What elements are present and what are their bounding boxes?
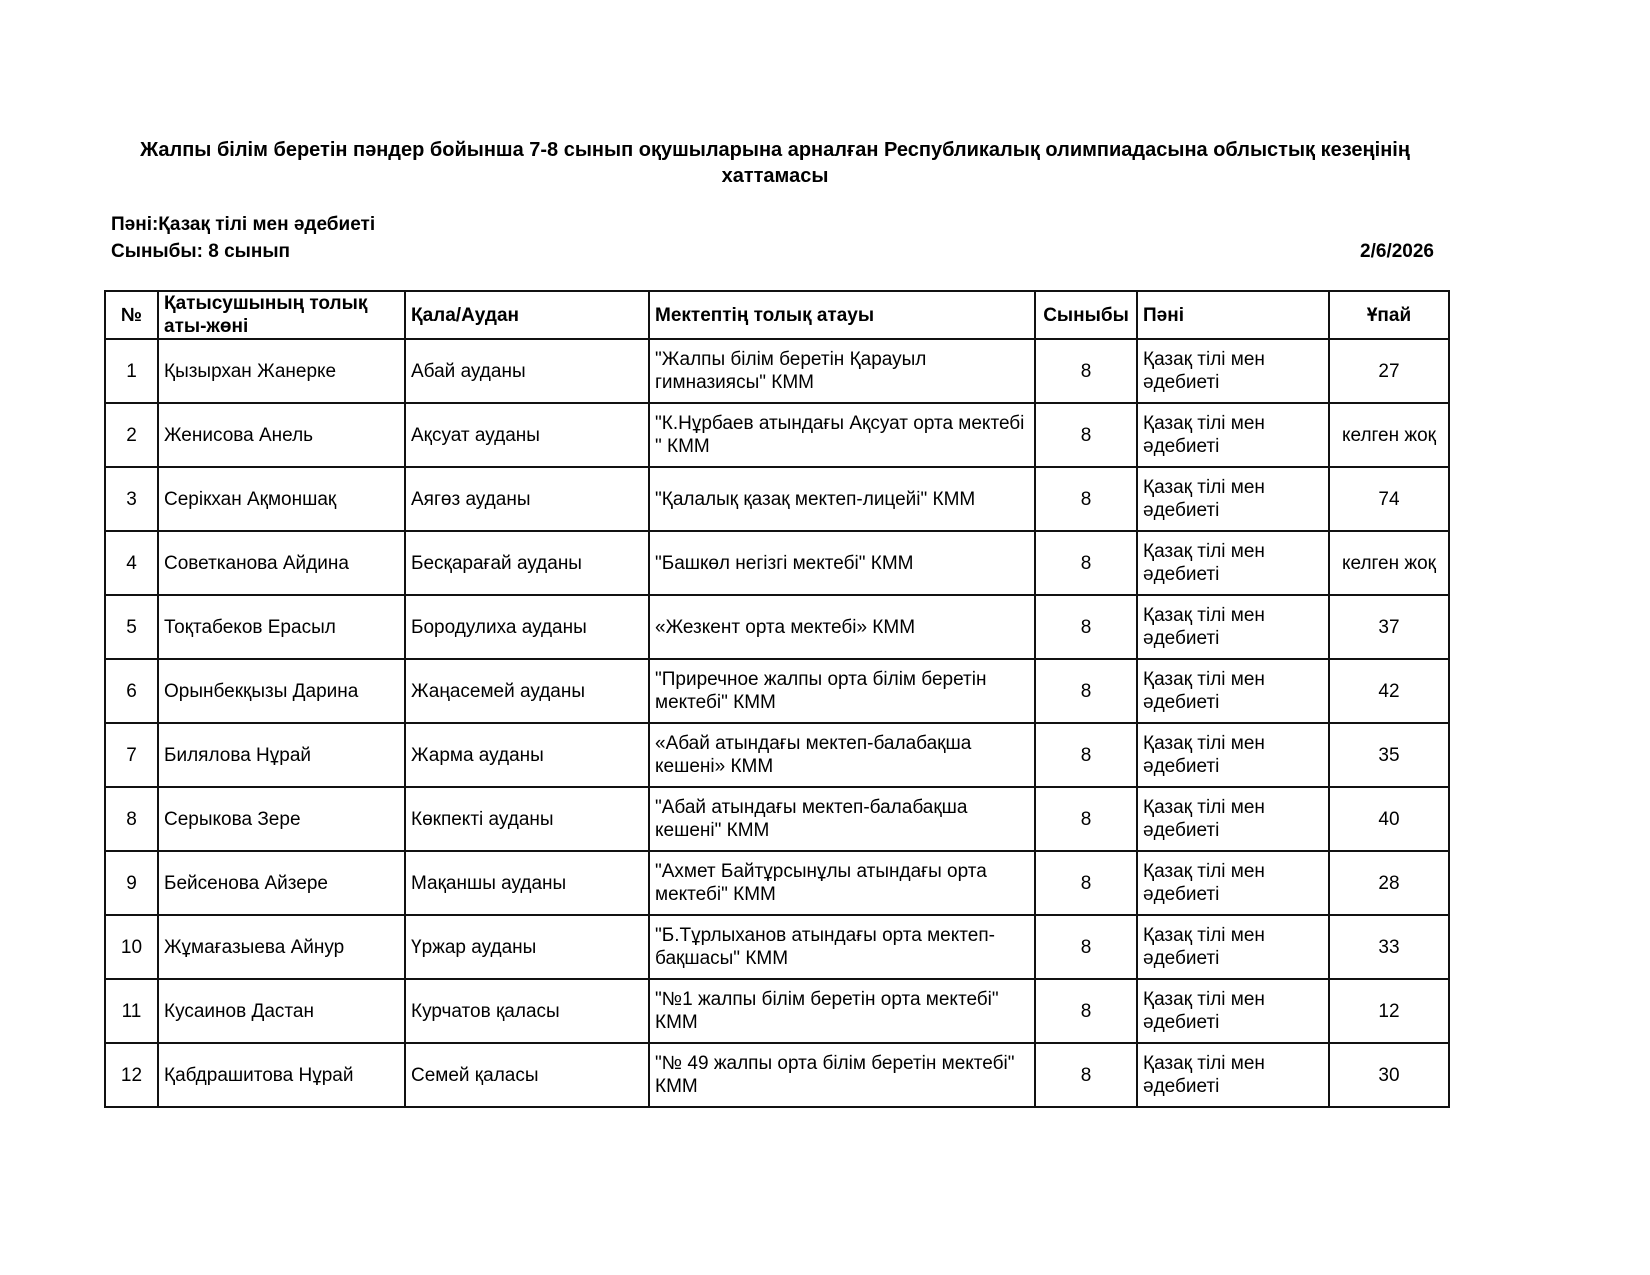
- cell-num: 11: [105, 979, 158, 1043]
- cell-subject: Қазақ тілі мен әдебиеті: [1137, 915, 1329, 979]
- cell-num: 10: [105, 915, 158, 979]
- table-row: [105, 851, 1449, 915]
- header-score: Ұпай: [1329, 291, 1449, 339]
- cell-num: 9: [105, 851, 158, 915]
- cell-school: "Приречное жалпы орта білім беретін мектебі" КММ: [649, 659, 1035, 723]
- cell-name: Билялова Нұрай: [158, 723, 405, 787]
- table-row: [105, 467, 1449, 531]
- header-subject: Пәні: [1137, 291, 1329, 339]
- cell-name: Қабдрашитова Нұрай: [158, 1043, 405, 1107]
- cell-grade: 8: [1035, 851, 1137, 915]
- cell-grade: 8: [1035, 403, 1137, 467]
- cell-subject: Қазақ тілі мен әдебиеті: [1137, 339, 1329, 403]
- header-num: №: [105, 291, 158, 339]
- cell-score: 30: [1329, 1043, 1449, 1107]
- cell-city: Бесқарағай ауданы: [405, 531, 649, 595]
- cell-subject: Қазақ тілі мен әдебиеті: [1137, 1043, 1329, 1107]
- cell-grade: 8: [1035, 915, 1137, 979]
- header-school: Мектептің толық атауы: [649, 291, 1035, 339]
- cell-school: "Жалпы білім беретін Қарауыл гимназиясы" КММ: [649, 339, 1035, 403]
- cell-score: 12: [1329, 979, 1449, 1043]
- cell-num: 4: [105, 531, 158, 595]
- cell-name: Советканова Айдина: [158, 531, 405, 595]
- cell-name: Тоқтабеков Ерасыл: [158, 595, 405, 659]
- cell-city: Жарма ауданы: [405, 723, 649, 787]
- cell-school: "К.Нұрбаев атындағы Ақсуат орта мектебі " КММ: [649, 403, 1035, 467]
- table-row: [105, 787, 1449, 851]
- cell-score: 27: [1329, 339, 1449, 403]
- cell-school: «Абай атындағы мектеп-балабақша кешені» КММ: [649, 723, 1035, 787]
- cell-score: 33: [1329, 915, 1449, 979]
- cell-grade: 8: [1035, 467, 1137, 531]
- cell-city: Үржар ауданы: [405, 915, 649, 979]
- cell-grade: 8: [1035, 659, 1137, 723]
- cell-city: Көкпекті ауданы: [405, 787, 649, 851]
- cell-school: "Башкөл негізгі мектебі" КММ: [649, 531, 1035, 595]
- subject-line: Пәні:Қазақ тілі мен әдебиеті: [111, 214, 376, 235]
- cell-score: 40: [1329, 787, 1449, 851]
- table-row: [105, 403, 1449, 467]
- cell-num: 8: [105, 787, 158, 851]
- cell-school: "Қалалық қазақ мектеп-лицейі" КММ: [649, 467, 1035, 531]
- cell-subject: Қазақ тілі мен әдебиеті: [1137, 595, 1329, 659]
- cell-grade: 8: [1035, 339, 1137, 403]
- cell-school: "№ 49 жалпы орта білім беретін мектебі" КММ: [649, 1043, 1035, 1107]
- header-name: Қатысушының толық аты-жөні: [158, 291, 405, 339]
- cell-subject: Қазақ тілі мен әдебиеті: [1137, 659, 1329, 723]
- cell-city: Аягөз ауданы: [405, 467, 649, 531]
- cell-city: Курчатов қаласы: [405, 979, 649, 1043]
- cell-school: "№1 жалпы білім беретін орта мектебі" КММ: [649, 979, 1035, 1043]
- cell-num: 6: [105, 659, 158, 723]
- cell-score: 37: [1329, 595, 1449, 659]
- cell-subject: Қазақ тілі мен әдебиеті: [1137, 723, 1329, 787]
- table-row: [105, 339, 1449, 403]
- cell-subject: Қазақ тілі мен әдебиеті: [1137, 467, 1329, 531]
- cell-city: Бородулиха ауданы: [405, 595, 649, 659]
- cell-city: Абай ауданы: [405, 339, 649, 403]
- cell-grade: 8: [1035, 787, 1137, 851]
- cell-num: 1: [105, 339, 158, 403]
- cell-num: 5: [105, 595, 158, 659]
- cell-city: Мақаншы ауданы: [405, 851, 649, 915]
- cell-city: Семей қаласы: [405, 1043, 649, 1107]
- cell-name: Қызырхан Жанерке: [158, 339, 405, 403]
- cell-subject: Қазақ тілі мен әдебиеті: [1137, 531, 1329, 595]
- cell-subject: Қазақ тілі мен әдебиеті: [1137, 787, 1329, 851]
- title-line-2: хаттамасы: [721, 165, 829, 187]
- cell-grade: 8: [1035, 595, 1137, 659]
- cell-grade: 8: [1035, 531, 1137, 595]
- cell-grade: 8: [1035, 1043, 1137, 1107]
- cell-num: 3: [105, 467, 158, 531]
- header-grade: Сыныбы: [1035, 291, 1137, 339]
- cell-name: Серыкова Зере: [158, 787, 405, 851]
- cell-name: Орынбекқызы Дарина: [158, 659, 405, 723]
- table-row: [105, 915, 1449, 979]
- cell-score: 35: [1329, 723, 1449, 787]
- table-row: [105, 723, 1449, 787]
- document-title: [110, 137, 1440, 189]
- cell-school: "Б.Тұрлыханов атындағы орта мектеп-бақшасы" КММ: [649, 915, 1035, 979]
- results-table: [104, 290, 1450, 1108]
- cell-name: Серікхан Ақмоншақ: [158, 467, 405, 531]
- document-date: 2/6/2026: [1360, 241, 1434, 262]
- table-row: [105, 1043, 1449, 1107]
- title-line-1: Жалпы білім беретін пәндер бойынша 7-8 сынып оқушыларына арналған Республикалық олимпиадасына облыстық кезеңінің: [140, 139, 1410, 161]
- cell-name: Женисова Анель: [158, 403, 405, 467]
- cell-school: «Жезкент орта мектебі» КММ: [649, 595, 1035, 659]
- table-header-row: [105, 291, 1449, 339]
- cell-subject: Қазақ тілі мен әдебиеті: [1137, 979, 1329, 1043]
- cell-score: 42: [1329, 659, 1449, 723]
- cell-score: 28: [1329, 851, 1449, 915]
- cell-score: келген жоқ: [1329, 531, 1449, 595]
- cell-score: 74: [1329, 467, 1449, 531]
- grade-line: Сыныбы: 8 сынып: [111, 241, 291, 262]
- cell-grade: 8: [1035, 723, 1137, 787]
- cell-num: 2: [105, 403, 158, 467]
- header-city: Қала/Аудан: [405, 291, 649, 339]
- cell-city: Ақсуат ауданы: [405, 403, 649, 467]
- cell-num: 12: [105, 1043, 158, 1107]
- cell-school: "Абай атындағы мектеп-балабақша кешені" КММ: [649, 787, 1035, 851]
- cell-num: 7: [105, 723, 158, 787]
- table-row: [105, 659, 1449, 723]
- cell-name: Бейсенова Айзере: [158, 851, 405, 915]
- cell-subject: Қазақ тілі мен әдебиеті: [1137, 851, 1329, 915]
- cell-city: Жаңасемей ауданы: [405, 659, 649, 723]
- cell-name: Кусаинов Дастан: [158, 979, 405, 1043]
- table-row: [105, 531, 1449, 595]
- cell-school: "Ахмет Байтұрсынұлы атындағы орта мектебі" КММ: [649, 851, 1035, 915]
- cell-subject: Қазақ тілі мен әдебиеті: [1137, 403, 1329, 467]
- cell-name: Жұмағазыева Айнур: [158, 915, 405, 979]
- cell-grade: 8: [1035, 979, 1137, 1043]
- table-row: [105, 979, 1449, 1043]
- table-row: [105, 595, 1449, 659]
- cell-score: келген жоқ: [1329, 403, 1449, 467]
